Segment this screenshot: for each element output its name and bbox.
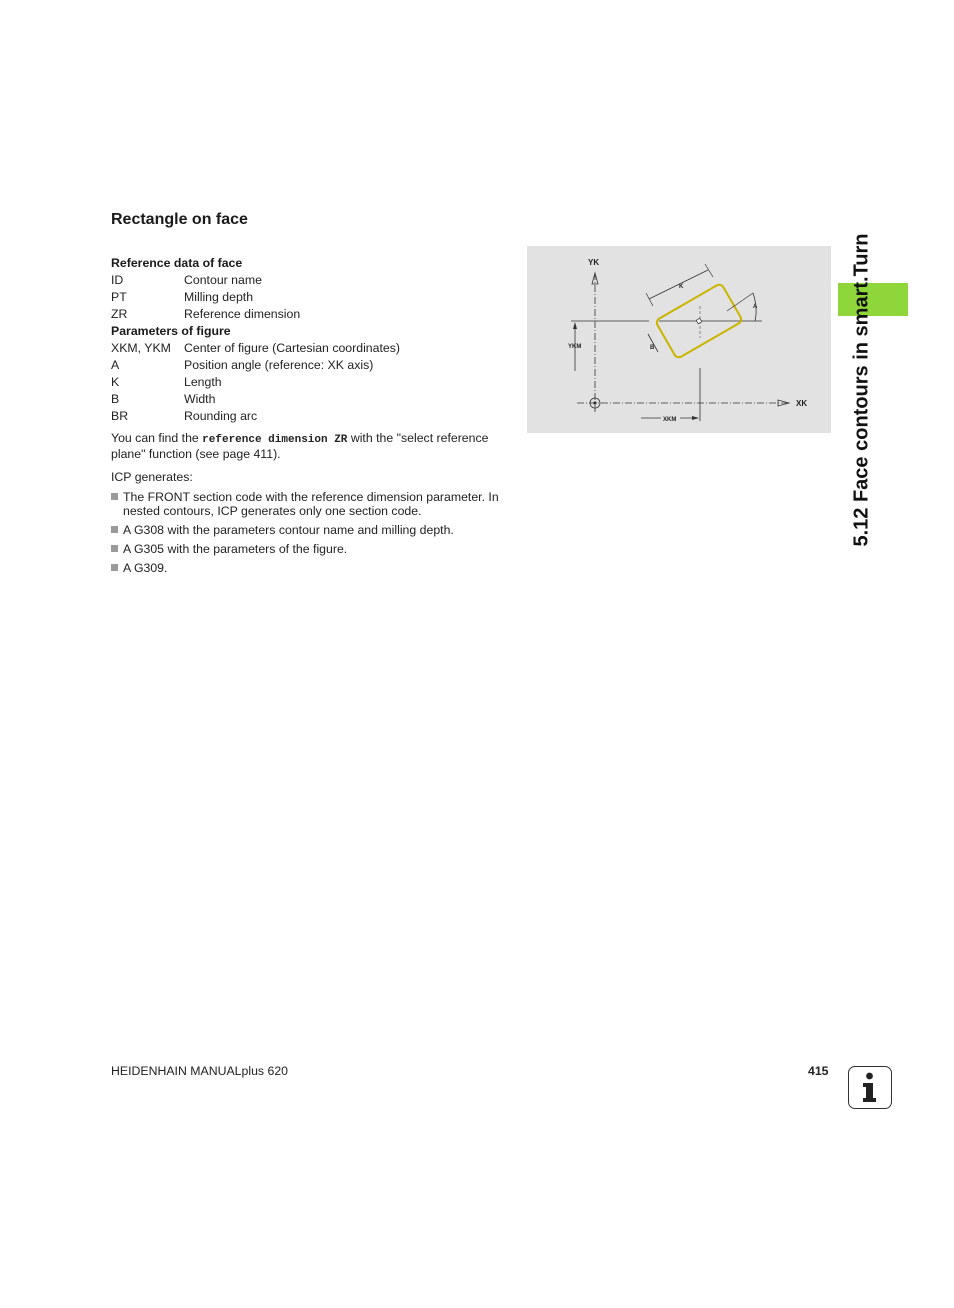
yk-label: YK [588,258,600,267]
ykm-label: YKM [568,344,582,350]
note-prefix: You can find the [111,431,203,445]
param-key: B [111,392,120,406]
param-row [111,408,511,425]
icp-intro: ICP generates: [111,470,193,484]
chapter-side-title [847,215,877,565]
icp-bullet-list [111,490,511,575]
info-glyph [849,1067,890,1107]
param-row [111,391,511,408]
rectangle-figure [527,246,831,433]
reference-heading: Reference data of face [111,256,243,270]
param-row [111,374,511,391]
section-title: Rectangle on face [111,211,248,228]
center-marker [696,318,701,323]
param-desc: Contour name [184,273,262,287]
param-key: ZR [111,307,128,321]
param-desc: Rounding arc [184,409,258,423]
param-row [111,272,511,289]
section-content [111,255,511,580]
param-key: ID [111,273,124,287]
footer-product: HEIDENHAIN MANUALplus 620 [111,1064,288,1078]
param-key: A [111,358,120,372]
ykm-arrow-icon [573,322,577,329]
param-desc: Width [184,392,216,406]
param-key: K [111,375,120,389]
xk-label: XK [796,399,808,408]
origin-dot [593,401,596,404]
reference-note [111,431,511,461]
page-number: 415 [808,1064,829,1078]
param-desc: Position angle (reference: XK axis) [184,358,374,372]
list-item: A G305 with the parameters of the figure. [111,542,511,556]
param-row [111,306,511,323]
rectangle-diagram [527,246,831,433]
list-item: The FRONT section code with the reference dimension parameter. In nested contours, ICP generates only one section code. [111,490,511,518]
param-desc: Reference dimension [184,307,301,321]
list-item: A G308 with the parameters contour name and milling depth. [111,523,511,537]
k-label: K [679,284,684,290]
param-row [111,340,511,357]
param-key: PT [111,290,127,304]
xkm-arrow-icon [692,416,699,420]
chapter-title-text: 5.12 Face contours in smart.Turn [850,233,873,547]
figure-params-heading: Parameters of figure [111,324,231,338]
param-key: XKM, YKM [111,341,171,355]
param-row [111,289,511,306]
xkm-label: XKM [663,417,677,423]
param-row [111,357,511,374]
list-item: A G309. [111,561,511,575]
a-label: A [753,304,758,310]
info-icon[interactable] [848,1066,892,1109]
param-desc: Length [184,375,222,389]
note-suffix: with the "select reference plane" function (see page 411). [111,431,489,461]
k-extension-left [646,293,653,306]
param-key: BR [111,409,129,423]
b-label: B [650,345,655,351]
param-desc: Milling depth [184,290,254,304]
note-code: reference dimension ZR [202,434,348,446]
param-desc: Center of figure (Cartesian coordinates) [184,341,400,355]
